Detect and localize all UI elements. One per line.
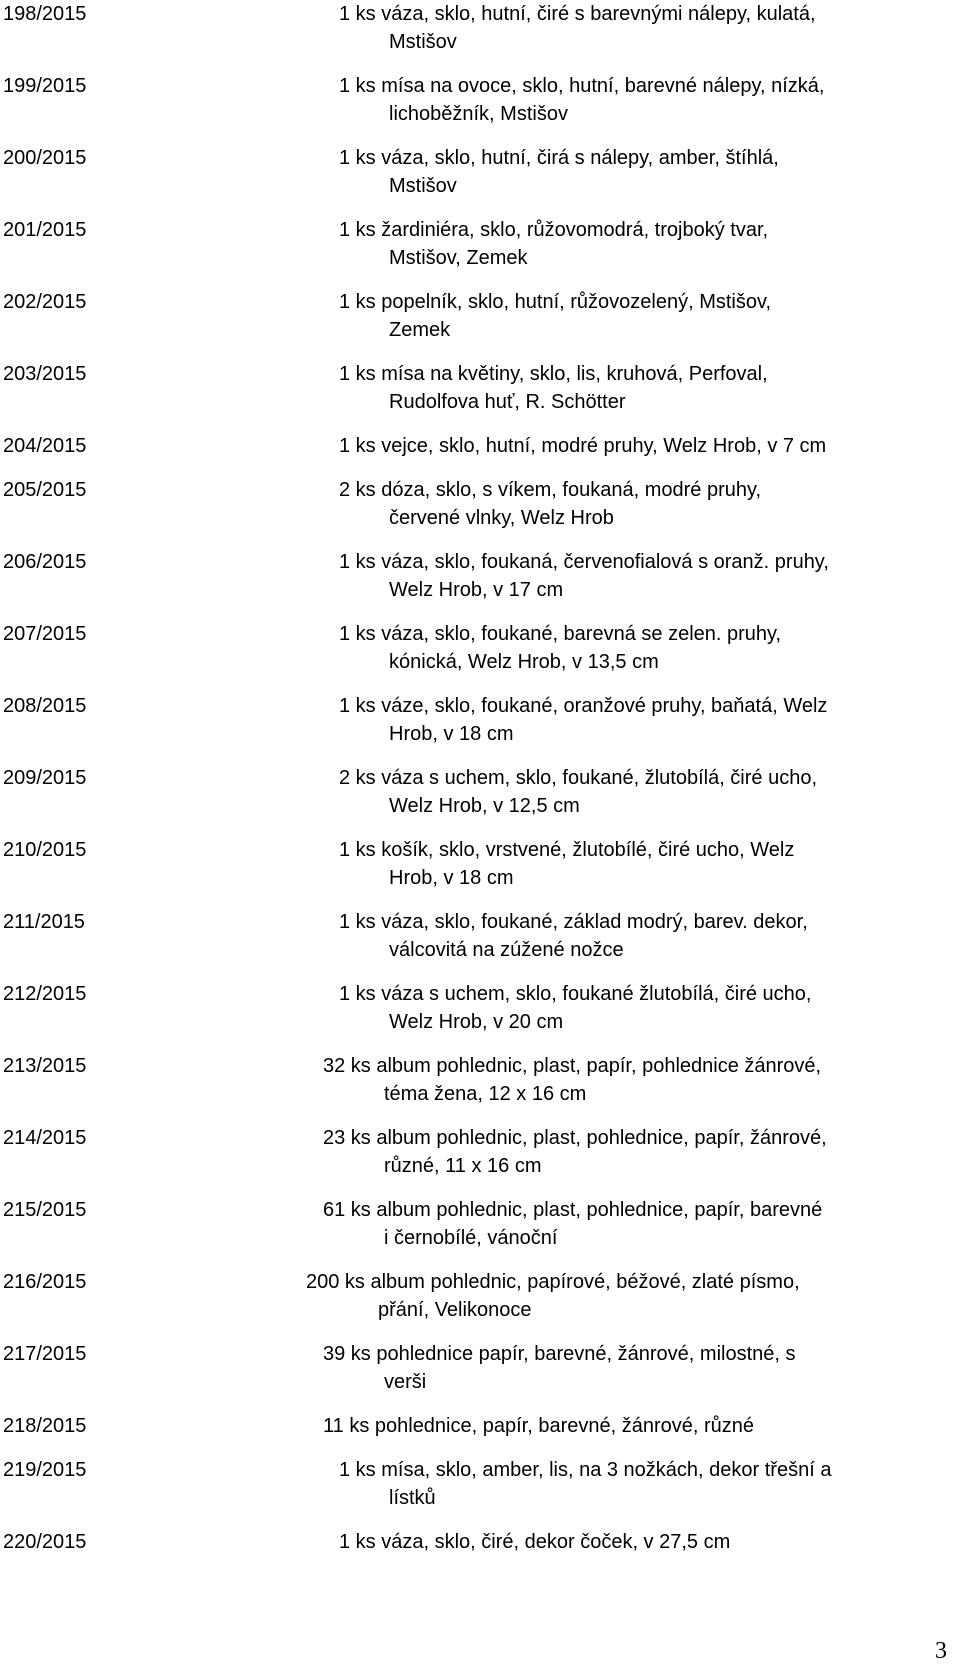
item-description: 23 ks album pohlednic, plast, pohlednice, papír, žánrové,	[323, 1127, 827, 1149]
inventory-number: 208/2015	[3, 695, 87, 717]
item-description-continued: přání, Velikonoce	[378, 1299, 532, 1321]
item-description: 1 ks mísa, sklo, amber, lis, na 3 nožkách, dekor třešní a	[339, 1459, 832, 1481]
item-description-continued: Welz Hrob, v 17 cm	[389, 579, 564, 601]
inventory-number: 204/2015	[3, 435, 87, 457]
item-description-continued: Mstišov	[389, 31, 457, 53]
inventory-number: 213/2015	[3, 1055, 87, 1077]
item-description: 39 ks pohlednice papír, barevné, žánrové, milostné, s	[323, 1343, 796, 1365]
inventory-number: 202/2015	[3, 291, 87, 313]
item-description-continued: červené vlnky, Welz Hrob	[389, 507, 614, 529]
inventory-number: 200/2015	[3, 147, 87, 169]
inventory-number: 211/2015	[3, 911, 85, 933]
item-description-continued: Rudolfova huť, R. Schötter	[389, 391, 626, 413]
item-description: 1 ks žardiniéra, sklo, růžovomodrá, trojboký tvar,	[339, 219, 769, 241]
item-description: 2 ks váza s uchem, sklo, foukané, žlutobílá, čiré ucho,	[339, 767, 818, 789]
item-description: 1 ks váze, sklo, foukané, oranžové pruhy, baňatá, Welz	[339, 695, 828, 717]
inventory-number: 215/2015	[3, 1199, 87, 1221]
item-description: 1 ks váza, sklo, foukaná, červenofialová s oranž. pruhy,	[339, 551, 829, 573]
item-description: 61 ks album pohlednic, plast, pohlednice, papír, barevné	[323, 1199, 823, 1221]
item-description-continued: Hrob, v 18 cm	[389, 723, 514, 745]
inventory-number: 199/2015	[3, 75, 87, 97]
inventory-number: 220/2015	[3, 1531, 87, 1553]
item-description: 1 ks váza, sklo, čiré, dekor čoček, v 27,5 cm	[339, 1531, 731, 1553]
item-description-continued: válcovitá na zúžené nožce	[389, 939, 624, 961]
item-description: 1 ks vejce, sklo, hutní, modré pruhy, Welz Hrob, v 7 cm	[339, 435, 827, 457]
item-description: 1 ks popelník, sklo, hutní, růžovozelený, Mstišov,	[339, 291, 772, 313]
item-description-continued: Zemek	[389, 319, 451, 341]
item-description: 1 ks mísa na květiny, sklo, lis, kruhová, Perfoval,	[339, 363, 768, 385]
item-description-continued: i černobílé, vánoční	[384, 1227, 558, 1249]
inventory-number: 210/2015	[3, 839, 87, 861]
item-description: 11 ks pohlednice, papír, barevné, žánrové, různé	[323, 1415, 755, 1437]
item-description-continued: Mstišov, Zemek	[389, 247, 528, 269]
item-description-continued: Welz Hrob, v 12,5 cm	[389, 795, 580, 817]
inventory-number: 206/2015	[3, 551, 87, 573]
item-description-continued: Hrob, v 18 cm	[389, 867, 514, 889]
item-description-continued: lístků	[389, 1487, 436, 1509]
item-description: 1 ks váza, sklo, hutní, čiré s barevnými nálepy, kulatá,	[339, 3, 816, 25]
inventory-number: 216/2015	[3, 1271, 87, 1293]
page-number: 3	[935, 1638, 947, 1664]
item-description: 1 ks váza, sklo, hutní, čirá s nálepy, amber, štíhlá,	[339, 147, 779, 169]
item-description: 1 ks váza, sklo, foukané, základ modrý, barev. dekor,	[339, 911, 808, 933]
item-description: 32 ks album pohlednic, plast, papír, pohlednice žánrové,	[323, 1055, 822, 1077]
inventory-number: 203/2015	[3, 363, 87, 385]
item-description: 1 ks košík, sklo, vrstvené, žlutobílé, čiré ucho, Welz	[339, 839, 795, 861]
item-description-continued: různé, 11 x 16 cm	[384, 1155, 542, 1177]
item-description: 200 ks album pohlednic, papírové, béžové, zlaté písmo,	[306, 1271, 800, 1293]
inventory-number: 201/2015	[3, 219, 87, 241]
inventory-number: 207/2015	[3, 623, 87, 645]
item-description-continued: lichoběžník, Mstišov	[389, 103, 568, 125]
inventory-number: 198/2015	[3, 3, 87, 25]
inventory-number: 209/2015	[3, 767, 87, 789]
inventory-number: 214/2015	[3, 1127, 87, 1149]
item-description-continued: Welz Hrob, v 20 cm	[389, 1011, 564, 1033]
inventory-number: 205/2015	[3, 479, 87, 501]
item-description-continued: kónická, Welz Hrob, v 13,5 cm	[389, 651, 659, 673]
item-description: 2 ks dóza, sklo, s víkem, foukaná, modré pruhy,	[339, 479, 762, 501]
inventory-number: 219/2015	[3, 1459, 87, 1481]
item-description-continued: Mstišov	[389, 175, 457, 197]
item-description: 1 ks mísa na ovoce, sklo, hutní, barevné nálepy, nízká,	[339, 75, 825, 97]
inventory-number: 218/2015	[3, 1415, 87, 1437]
item-description: 1 ks váza, sklo, foukané, barevná se zelen. pruhy,	[339, 623, 782, 645]
inventory-number: 217/2015	[3, 1343, 87, 1365]
item-description-continued: téma žena, 12 x 16 cm	[384, 1083, 587, 1105]
inventory-number: 212/2015	[3, 983, 87, 1005]
item-description: 1 ks váza s uchem, sklo, foukané žlutobílá, čiré ucho,	[339, 983, 812, 1005]
item-description-continued: verši	[384, 1371, 427, 1393]
